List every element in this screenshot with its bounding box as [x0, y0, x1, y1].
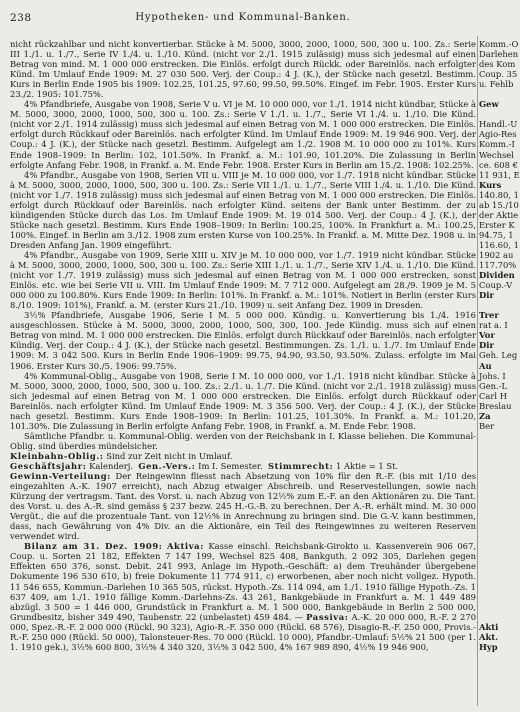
- column-divider: [477, 36, 478, 706]
- paragraph-kommunal-oblig: 4% Kommunal-Oblig., Ausgabe von 1908, Serie I M. 10 000 000, vor 1./1. 1918 nicht kündbar. Stücke à M. 5000, 3000, 2000, 1000, 500, 300 u. 100. Zs.: 2./1. u. 1./7. Die Künd. (nicht vor 2./1. 1918 zulässig) muss sich jedesmal auf einen Betrag von M. 1 000 000 erstrecken. Die Einlös. erfolgt durch Rückkauf oder Bareinlös. nach erfolgter Künd. Im Umlauf Ende 1909: M. 3 356 500. Verj. der Coup.: 4 J. (K.), der Stücke nach gesetzl. Bestimm. Kurs Ende 1908–1909: In Berlin: 101.25, 101.30%. In Frankf. a. M.: 101.20, 101.30%. Die Zulassung in Berlin erfolgte Anfang Febr. 1908, in Frankf. a. M. Ende Febr. 1908.: [10, 370, 476, 431]
- side-column-line: [479, 551, 519, 561]
- geschaeftsjahr-line: [10, 461, 476, 471]
- side-column-line: [479, 300, 519, 310]
- bilanz-section: Bilanz am 31. Dez. 1909: Aktiva: Kasse einschl. Reichsbank-Girokto u. Kassenverein 906 067, Coup. u. Sorten 21 182, Effekten 7 147 199, Wechsel 825 408, Bankguth. 2 092 305, Darlehen gegen Effekten 650 376, sonst. Debit. 241 993, Anlage im Hypoth.-Geschäft: a) dem Treuhänder übergebene Dokumente 196 530 610, b) freie Dokumente 11 774 911, c) erworbenen, aber noch nicht vollgez. Hypoth. 11 546 655, Kommun.-Darlehen 10 365 505, rückst. Hypoth.-Zs. 114 094, am 1./1. 1910 fällige Hypoth.-Zs. 1 637 409, am 1./1. 1910 fällige Komm.-Darlehns-Zs. 43 261, Bankgebäude in Frankfurt a. M. 1 449 489 abzügl. 3 500 = 1 446 000, Grundstück in Frankfurt a. M. 1 500 000, Bankgebäude in Berlin 2 500 000, Grundbesitz, bisher 349 490, Taubenstr. 22 (unbelastet) 459 484. — Passiva: A.-K. 20 000 000, R.-F. 2 270 000, Spez.-R.-F. 2 000 000 (Rückl. 90 323), Agio-R.-F. 350 000 (Rückl. 68 576), Disagio-R.-F. 250 000, Provis.-R.-F. 250 000 (Rückl. 50 000), Talonsteuer-Res. 70 000 (Rückl. 10 000), Pfandbr.-Umlauf: 5½% 21 500 (per 1. 1. 1910 gek.), 3½% 600 800, 3½% 4 340 320, 3½% 3 042 500, 4% 167 989 890, 4½% 19 946 900,: [10, 541, 477, 652]
- adjacent-column-fragment: [479, 39, 519, 652]
- side-column-line: Dividen: [479, 270, 515, 281]
- paragraph-pfandbriefe-1908-v-vi: 4% Pfandbriefe, Ausgabe von 1908, Serie V u. VI je M. 10 000 000, vor 1./1. 1914 nicht kündbar, Stücke à M. 5000, 3000, 2000, 1000, 500, 300 u. 100. Zs.: Serie V 1./1. u. 1./7., Serie VI 1./4. u. 1./10. Die Künd. (nicht vor 2./1. 1914 zulässig) muss sich jedesmal auf einen Betrag von M. 1 000 000 erstrecken. Die Einlös. erfolgt durch Rückkauf oder Bareinlös. nach erfolgter Künd. Im Umlauf Ende 1909: M. 19 946 900. Verj. der Coup.: 4 J. (K.), der Stücke nach gesetzl. Bestimm. Aufgelegt am 1./2. 1908 M. 10 000 000 zu 101%. Kurs Ende 1908–1909: In Berlin: 102, 101.50%. In Frankf. a. M.: 101.90, 101.20%. Die Zulassung in Berlin erfolgte Anfang Febr. 1908, in Frankf. a. M. Ende Febr. 1908. Erster Kurs in Berlin am 15./2. 1908: 102.25%.: [10, 99, 476, 170]
- side-column-line: [479, 511, 519, 521]
- side-column-line: [479, 582, 519, 592]
- side-column-line: [479, 431, 519, 441]
- side-column-line: Geh. Leg: [479, 350, 518, 361]
- page-number: 238: [10, 12, 32, 24]
- gewinn-verteilung: [10, 471, 476, 541]
- side-column-line: [479, 561, 519, 571]
- side-column-line: Au: [479, 360, 492, 371]
- passiva-label: Passiva:: [306, 611, 349, 622]
- side-column-line: ce. 608 €: [479, 159, 518, 170]
- side-column-line: des Kom: [479, 59, 516, 70]
- page-header: [10, 12, 476, 28]
- side-column-line: [479, 612, 519, 622]
- paragraph-pfandbriefe-1908-vii-viii: 4% Pfandbr., Ausgabe von 1908, Serien VII u. VIII je M. 10 000 000, vor 1./7. 1918 nicht kündbar. Stücke à M. 5000, 3000, 2000, 1000, 500, 300 u. 100. Zs.: Serie VII 1./1. u. 1./7., Serie VIII 1./4. u. 1./10. Die Künd. (nicht vor 1./7. 1918 zulässig) muss sich jedesmal auf einen Betrag von M. 1 000 000 erstrecken. Die Einlös. erfolgt durch Rückkauf oder Bareinlös. nach erfolgter Künd. seitens der Bank unter Bestimm. der zu kündigenden Stücke durch das Los. Im Umlauf Ende 1909: M. 19 014 500. Verj. der Coup.: 4 J. (K.), der Stücke nach gesetzl. Bestimm. Kurs Ende 1908–1909: In Berlin: 100.25, 100%. In Frankfurt a. M.: 100.25, 100%. Eingef. in Berlin am 3./12. 1908 zum ersten Kurse von 100.25%. In Frankf. a. M. Mitte Dez. 1908 u. in Dresden Anfang Jan. 1909 eingeführt.: [10, 169, 476, 250]
- side-column-line: Darlehen: [479, 49, 519, 60]
- paragraph-pfandbriefe-1909-xiii-xiv: 4% Pfandbr., Ausgabe von 1909, Serie XIII u. XIV je M. 10 000 000, vor 1./7. 1919 nicht kündbar. Stücke à M. 5000, 3000, 2000, 1000, 500, 300 u. 100. Zs.: Serie XIII 1./1. u. 1./7., Serie XIV 1./4. u. 1./10. Die Künd. (nicht vor 1./7. 1919 zulässig) muss sich jedesmal auf einen Betrag von M. 1 000 000 erstrecken, sonst Einlös. etc. wie bei Serie VII u. VIII. Im Umlauf Ende 1909: M. 7 712 000. Aufgelegt am 28./9. 1909 je M. 5 000 000 zu 100.80%. Kurs Ende 1909: In Berlin: 101%. In Frankf. a. M.: 101%. Notiert in Berlin (erster Kurs 8./10. 1909: 101%), Frankf. a. M. (erster Kurs 21./10. 1909) u. seit Anfang Dez. 1909 in Dresden.: [10, 249, 476, 311]
- side-column-line: [479, 89, 519, 99]
- side-column-line: [479, 602, 519, 612]
- side-column-line: Za: [479, 410, 491, 421]
- side-column-line: 116.60, 1: [479, 239, 519, 250]
- stimmrecht-label: Stimmrecht:: [267, 460, 334, 471]
- side-column-line: [479, 491, 519, 501]
- side-column-line: Carl H: [479, 390, 508, 401]
- paragraph-reichsbank-note: Sämtliche Pfandbr. u. Kommunal-Oblig. werden von der Reichsbank in I. Klasse beliehen. Die Kommunal-Oblig. sind überdies mündelsicher.: [10, 430, 476, 451]
- side-column-line: Breslau: [479, 400, 512, 411]
- side-column-line: Trer: [479, 310, 499, 321]
- geschaeftsjahr-value: Kalenderj.: [89, 460, 133, 471]
- side-column-line: Hyp: [479, 641, 498, 652]
- side-column-line: Kurs: [479, 179, 502, 190]
- side-column-line: Coup. 35: [479, 69, 518, 80]
- side-column-line: 94.75, 1: [479, 229, 514, 240]
- aktiva-label: Aktiva:: [166, 541, 204, 552]
- geschaeftsjahr-label: Geschäftsjahr:: [10, 460, 87, 471]
- passiva-text: A.-K. 20 000 000, R.-F. 2 270 000, Spez.-R.-F. 2 000 000 (Rückl. 90 323), Agio-R.-F. 350 000 (Rückl. 68 576), Disagio-R.-F. 250 000, Provis.-R.-F. 250 000 (Rückl. 50 000), Talonsteuer-Res. 70 000 (Rückl. 10 000), Pfandbr.-Umlauf: 5½% 21 500 (per 1. 1. 1910 gek.), 3½% 600 800, 3½% 4 340 320, 3½% 3 042 500, 4% 167 989 890, 4½% 19 946 900,: [10, 611, 477, 652]
- side-column-line: Coup.-V: [479, 280, 513, 291]
- side-column-line: 140.80, 1: [479, 189, 519, 200]
- side-column-line: 117.70%: [479, 260, 517, 271]
- side-column-line: Akti: [479, 621, 499, 632]
- side-column-line: [479, 521, 519, 531]
- side-column-line: Komm.-O: [479, 39, 519, 49]
- side-column-line: [479, 571, 519, 581]
- paragraph-serie-iii-iv: nicht rückzahlbar und nicht konvertierbar. Stücke à M. 5000, 3000, 2000, 1000, 500, 300 u. 100. Zs.: Serie III 1./1. u. 1./7., Serie IV 1./4. u. 1./10. Künd. (nicht vor 2./1. 1915 zulässig) muss sich jedesmal auf einen Betrag von mind. M. 1 000 000 erstrecken. Die Einlös. erfolgt durch Rückk. oder Bareinlös. nach erfolgter Künd. Im Umlauf Ende 1909: M. 27 030 500. Verj. der Coup.: 4 J. (K.), der Stücke nach gesetzl. Bestimm. Kurs in Berlin Ende 1905 bis 1909: 102.25, 101.25, 97.60, 99.50, 99.50%. Eingef. im Febr. 1905. Erster Kurs 23./2. 1905: 101.75%.: [10, 39, 476, 100]
- side-column-line: [479, 501, 519, 511]
- side-column-line: [479, 531, 519, 541]
- running-title: Hypotheken- und Kommunal-Banken.: [135, 12, 351, 23]
- side-column-line: [479, 109, 519, 119]
- side-column-line: [479, 451, 519, 461]
- gewinn-text: Der Reingewinn fliesst nach Absetzung von 10% für den R.-F. (bis mit 1/10 des eingezahlten A.-K. 1907 erreicht), nach Abzug etwaiger Abschreib. und Reservestellungen, sowie nach Kürzung der vertragsm. Tant. des Vorst. u. nach Abzug von 12½% zum E.-F. an den Aktionären zu. Die Tant. des Vorst. u. des A.-R. sind gemäss § 237 bezw. 245 H.-G.-B. zu berechnen. Der A.-R. erhält mind. M. 30 000 Vergüt., die auf die prozentuale Tant. von 12½% in Anrechnung zu bringen sind. Die G.-V. kann bestimmen, dass, nach Gewährung von 4% Div. an die Aktionäre, ein Teil des Reingewinnes zu weiteren Reserven verwendet wird.: [10, 471, 476, 542]
- side-column-line: [479, 471, 519, 481]
- side-column-line: Komm.-I: [479, 139, 515, 150]
- side-column-line: Gen.-L: [479, 380, 508, 391]
- side-column-line: Agio-Res: [479, 129, 517, 140]
- side-column-line: der Aktie: [479, 209, 519, 220]
- side-column-line: 11 931, E: [479, 169, 520, 180]
- paragraph-pfandbriefe-1906-serie-i: 3½% Pfandbriefe, Ausgabe 1906, Serie I M. 5 000 000. Kündig. u. Konvertierung bis 1./4. 1916 ausgeschlossen. Stücke à M. 5000, 3000, 2000, 1000, 500, 300, 100. Jede Kündig. muss sich auf einen Betrag von mind. M. 1 000 000 erstrecken. Die Einlös. erfolgt durch Rückkauf oder Bareinlös. nach erfolgter Kündig. Verj. der Coup.: 4 J. (K.), der Stücke nach gesetzl. Bestimmungen. Zs. 1./1. u. 1./7. Im Umlauf Ende 1909: M. 3 042 500. Kurs in Berlin Ende 1906–1909: 99.75, 94.90, 93.50, 93.50%. Zulass. erfolgte im Mai 1906. Erster Kurs 30./5. 1906: 99.75%.: [10, 310, 476, 371]
- gen-vers-value: Im I. Semester.: [198, 460, 263, 471]
- gen-vers-label: Gen.-Vers.:: [138, 460, 196, 471]
- gewinn-label: Gewinn-Verteilung:: [10, 471, 111, 482]
- side-column-line: Gew: [479, 99, 499, 110]
- side-column-line: Dir: [479, 290, 494, 301]
- main-column: [10, 39, 476, 652]
- side-column-line: 1902 au: [479, 249, 514, 260]
- side-column-line: [479, 441, 519, 451]
- side-column-line: [479, 481, 519, 491]
- side-column-line: Handl.-U: [479, 119, 518, 130]
- side-column-line: Ber: [479, 420, 495, 431]
- kleinbahn-line: [10, 451, 476, 461]
- side-column-line: Johs. I: [479, 370, 506, 381]
- side-column-line: ab 15./10: [479, 199, 519, 210]
- bilanz-label: Bilanz am 31. Dez. 1909:: [24, 541, 163, 552]
- side-column-line: Wechsel: [479, 149, 514, 160]
- side-column-line: u. Fehlb: [479, 79, 514, 90]
- kleinbahn-text: Sind zur Zeit nicht in Umlauf.: [106, 450, 233, 461]
- side-column-line: [479, 541, 519, 551]
- side-column-line: Vor: [479, 330, 495, 341]
- side-column-line: rat a. I: [479, 320, 508, 331]
- side-column-line: Erster K: [479, 219, 515, 230]
- side-column-line: [479, 461, 519, 471]
- side-column-line: [479, 592, 519, 602]
- kleinbahn-label: Kleinbahn-Oblig.:: [10, 450, 104, 461]
- side-column-line: Akt.: [479, 631, 499, 642]
- aktiva-text: Kasse einschl. Reichsbank-Girokto u. Kassenverein 906 067, Coup. u. Sorten 21 182, Effekten 7 147 199, Wechsel 825 408, Bankguth. 2 092 305, Darlehen gegen Effekten 650 376, sonst. Debit. 241 993, Anlage im Hypoth.-Geschäft: a) dem Treuhänder übergebene Dokumente 196 530 610, b) freie Dokumente 11 774 911, c) erworbenen, aber noch nicht vollgez. Hypoth. 11 546 655, Kommun.-Darlehen 10 365 505, rückst. Hypoth.-Zs. 114 094, am 1./1. 1910 fällige Hypoth.-Zs. 1 637 409, am 1./1. 1910 fällige Komm.-Darlehns-Zs. 43 261, Bankgebäude in Frankfurt a. M. 1 449 489 abzügl. 3 500 = 1 446 000, Grundstück in Frankfurt a. M. 1 500 000, Bankgebäude in Berlin 2 500 000, Grundbesitz, bisher 349 490, Taubenstr. 22 (unbelastet) 459 484.: [10, 541, 476, 622]
- side-column-line: Dir: [479, 340, 494, 351]
- stimmrecht-value: 1 Aktie = 1 St.: [335, 460, 399, 471]
